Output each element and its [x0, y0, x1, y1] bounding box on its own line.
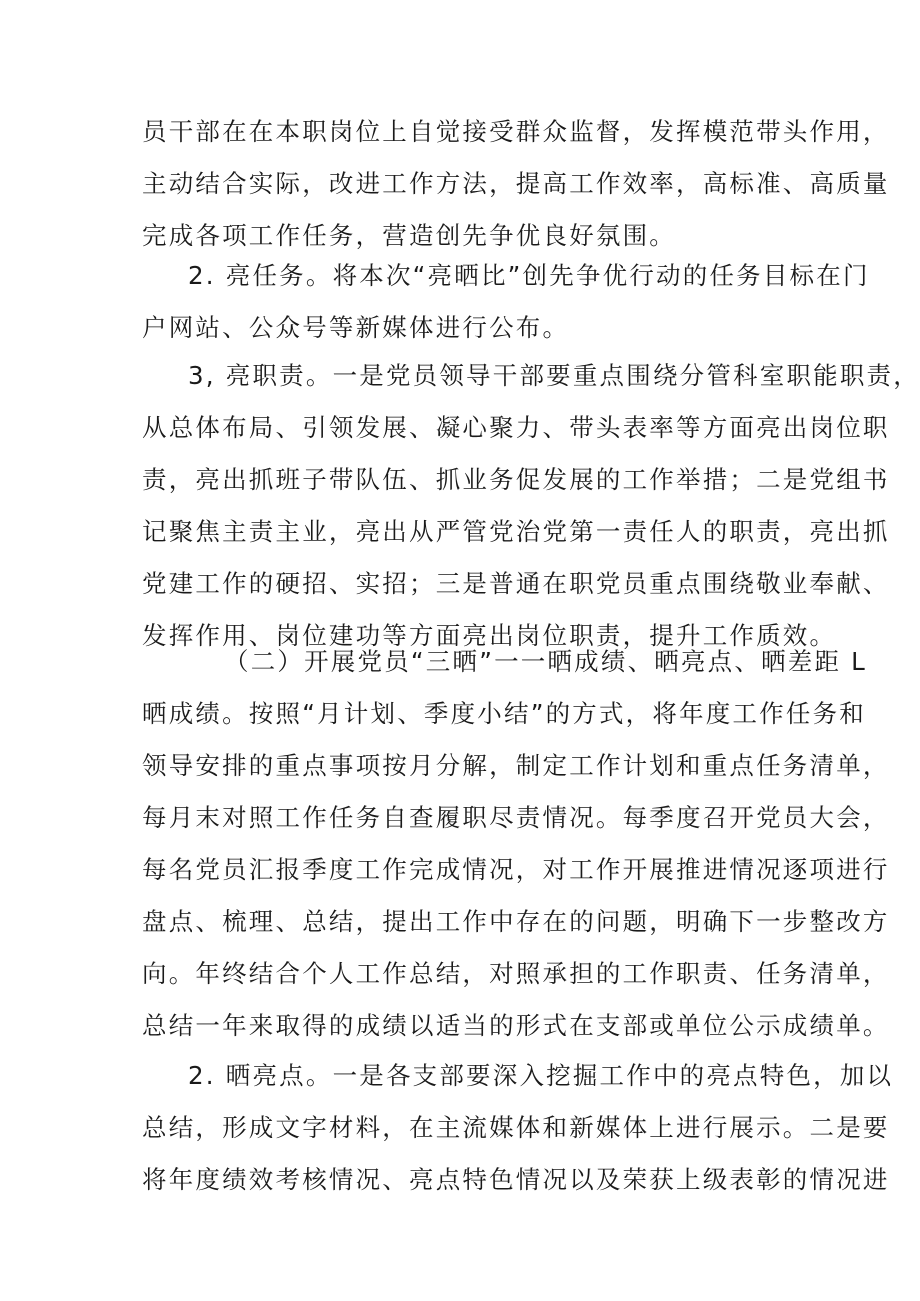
- text-line: 户网站、公众号等新媒体进行公布。: [142, 313, 570, 342]
- text-line: 向。年终结合个人工作总结，对照承担的工作职责、任务清单，: [142, 959, 890, 988]
- text-line: 每名党员汇报季度工作完成情况，对工作开展推进情况逐项进行: [142, 855, 890, 884]
- text-line: 领导安排的重点事项按月分解，制定工作计划和重点任务清单，: [142, 751, 890, 780]
- text-line: 晒成绩。按照“月计划、季度小结”的方式，将年度工作任务和: [142, 699, 866, 728]
- text-line: 盘点、梳理、总结，提出工作中存在的问题，明确下一步整改方: [142, 907, 890, 936]
- text-line: 发挥作用、岗位建功等方面亮出岗位职责，提升工作质效。: [142, 621, 837, 650]
- text-line: 责，亮出抓班子带队伍、抓业务促发展的工作举措；二是党组书: [142, 465, 890, 494]
- text-line: 党建工作的硬招、实招；三是普通在职党员重点围绕敬业奉献、: [142, 569, 890, 598]
- text-line: 2. 亮任务。将本次“亮晒比”创先争优行动的任务目标在门: [188, 261, 870, 290]
- section-heading-text: （二）开展党员“三晒”一一晒成绩、晒亮点、晒差距 L: [224, 647, 868, 676]
- paragraph-results: [142, 688, 890, 1052]
- text-line: 员干部在在本职岗位上自觉接受群众监督，发挥模范带头作用，: [142, 117, 890, 146]
- text-line: 主动结合实际，改进工作方法，提高工作效率，高标准、高质量: [142, 169, 890, 198]
- text-line: 每月末对照工作任务自查履职尽责情况。每季度召开党员大会，: [142, 803, 890, 832]
- text-line: 2. 晒亮点。一是各支部要深入挖掘工作中的亮点特色，加以: [188, 1061, 894, 1090]
- section-heading: [142, 636, 868, 688]
- paragraph-highlights: [142, 1050, 894, 1206]
- paragraph-continuation: [142, 106, 890, 262]
- text-line: 总结，形成文字材料，在主流媒体和新媒体上进行展示。二是要: [142, 1113, 890, 1142]
- text-line: 记聚焦主责主业，亮出从严管党治党第一责任人的职责，亮出抓: [142, 517, 890, 546]
- text-line: 完成各项工作任务，营造创先争优良好氛围。: [142, 221, 676, 250]
- paragraph-task: [142, 250, 870, 354]
- text-line: 从总体布局、引领发展、凝心聚力、带头表率等方面亮出岗位职: [142, 413, 890, 442]
- text-line: 3, 亮职责。一是党员领导干部要重点围绕分管科室职能职责，: [188, 361, 920, 390]
- text-line: 将年度绩效考核情况、亮点特色情况以及荣获上级表彰的情况进: [142, 1165, 890, 1194]
- text-line: 总结一年来取得的成绩以适当的形式在支部或单位公示成绩单。: [142, 1011, 890, 1040]
